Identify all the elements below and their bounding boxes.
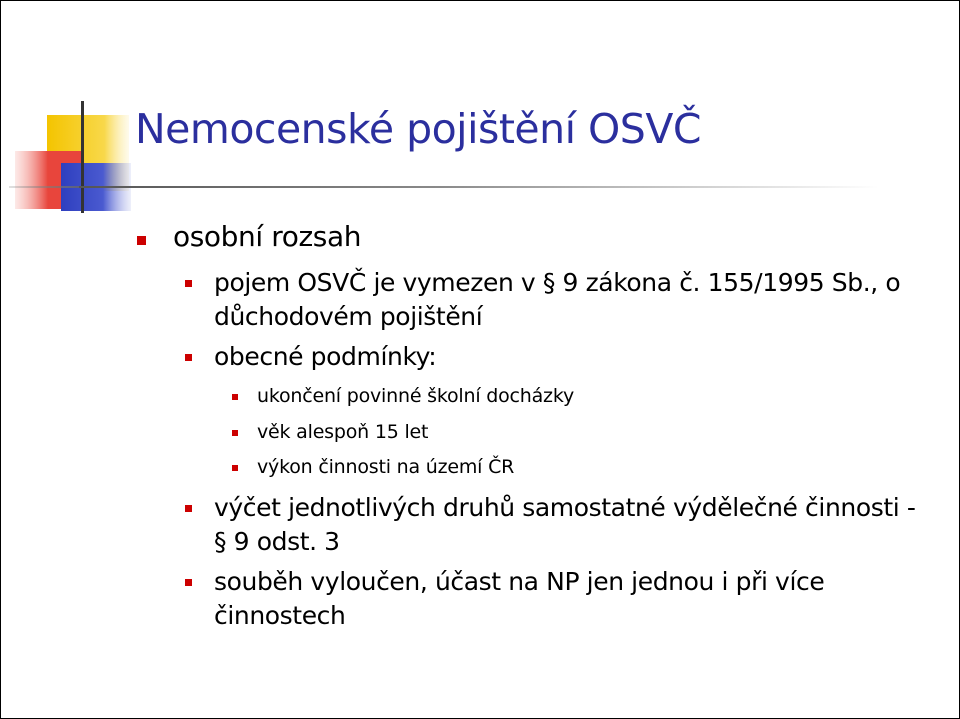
bullet-square-icon (232, 394, 238, 400)
slide-title: Nemocenské pojištění OSVČ (135, 105, 702, 153)
bullet-item-school-completion (232, 383, 957, 409)
bullet-item-osvc-definition (185, 266, 934, 334)
logo-vertical-line (81, 101, 84, 213)
bullet-square-icon (185, 280, 192, 287)
bullet-square-icon (137, 236, 146, 245)
bullet-item-activity-types (185, 491, 934, 559)
bullet-square-icon (232, 465, 238, 471)
bullet-text: věk alespoň 15 let (257, 421, 429, 443)
title-divider (79, 186, 879, 188)
bullet-text: ukončení povinné školní docházky (257, 385, 574, 407)
bullet-text: výkon činnosti na území ČR (257, 456, 515, 478)
bullet-item-general-conditions (185, 340, 934, 374)
bullet-square-icon (232, 430, 238, 436)
bullet-text: souběh vyloučen, účast na NP jen jednou i při více činnostech (214, 567, 825, 630)
bullet-square-icon (185, 579, 192, 586)
bullet-item-concurrency (185, 565, 934, 633)
bullet-text: obecné podmínky: (214, 342, 437, 371)
bullet-square-icon (185, 354, 192, 361)
bullet-text: pojem OSVČ je vymezen v § 9 zákona č. 155/1995 Sb., o důchodovém pojištění (214, 268, 901, 331)
bullet-text: osobní rozsah (173, 220, 362, 253)
bullet-text: výčet jednotlivých druhů samostatné výdělečné činnosti - § 9 odst. 3 (214, 493, 916, 556)
bullet-square-icon (185, 505, 192, 512)
bullet-item-personal-scope (137, 220, 937, 254)
bullet-item-minimum-age (232, 419, 957, 445)
bullet-item-activity-territory (232, 454, 957, 480)
